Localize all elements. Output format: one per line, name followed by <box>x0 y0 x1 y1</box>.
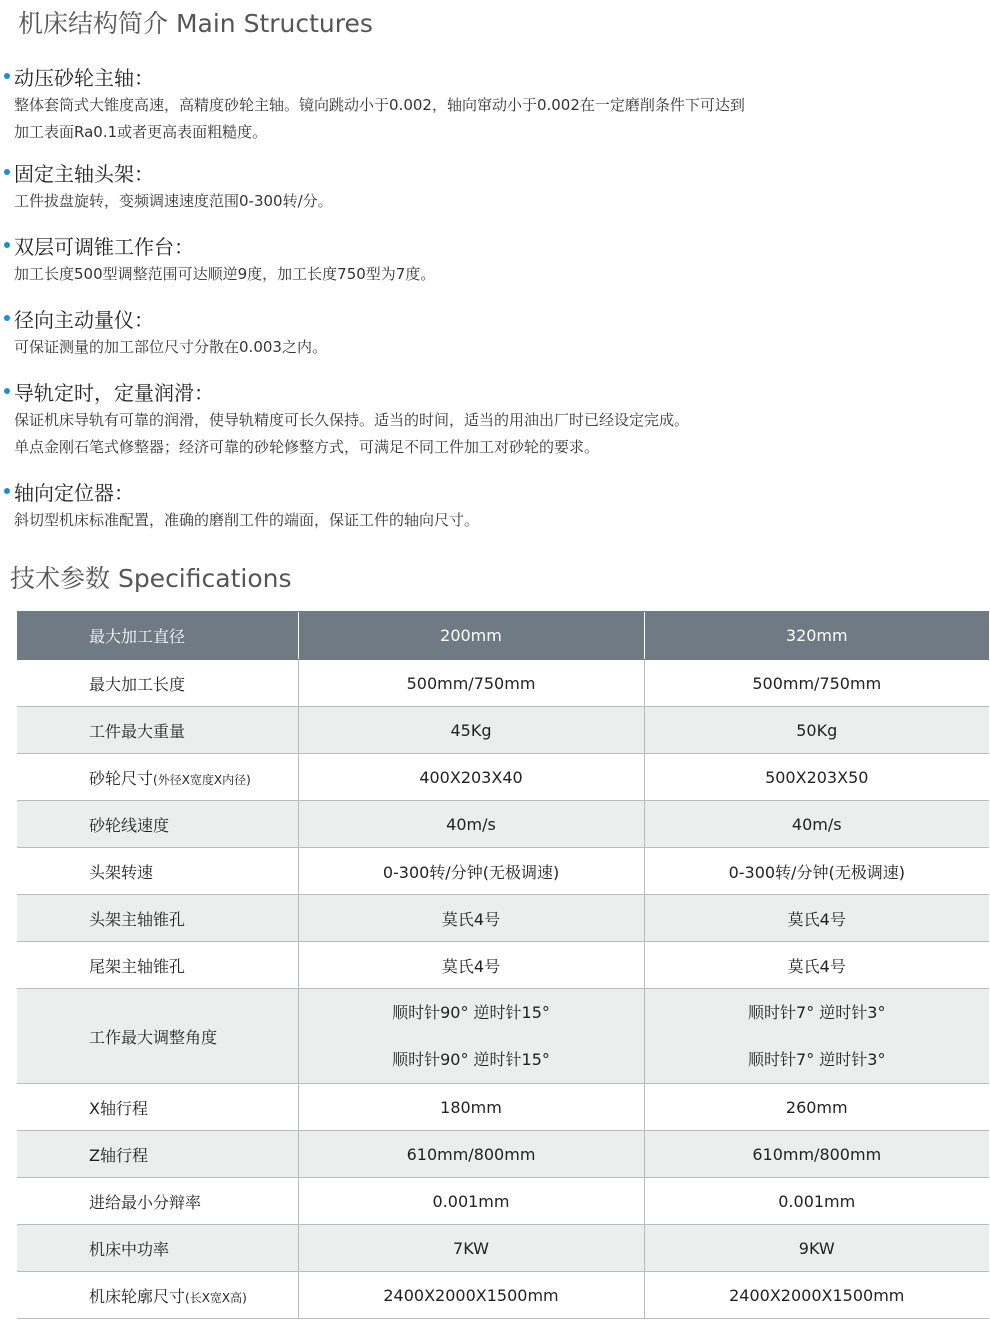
feature-line: 可保证测量的加工部位尺寸分散在0.003之内。 <box>14 338 327 356</box>
row-value: 莫氏4号 <box>298 942 644 989</box>
row-value: 45Kg <box>298 707 644 754</box>
table-row <box>17 660 989 707</box>
feature-description <box>14 334 974 361</box>
bullet-dot-icon <box>4 388 10 394</box>
feature-line: 保证机床导轨有可靠的润滑，使导轨精度可长久保持。适当的时间，适当的用油出厂时已经设定完成。 <box>14 411 690 429</box>
feature-description <box>14 407 974 461</box>
feature-line: 加工表面Ra0.1或者更高表面粗糙度。 <box>14 123 268 141</box>
table-row <box>17 1131 989 1178</box>
feature-line: 工件拔盘旋转，变频调速速度范围0-300转/分。 <box>14 192 333 210</box>
row-value: 9KW <box>644 1225 989 1272</box>
feature-line: 斜切型机床标准配置，准确的磨削工件的端面，保证工件的轴向尺寸。 <box>14 511 480 529</box>
row-value-line: 顺时针7° 逆时针3° <box>748 1003 886 1022</box>
table-row <box>17 848 989 895</box>
feature-title: 固定主轴头架： <box>14 162 154 186</box>
row-value: 7KW <box>298 1225 644 1272</box>
bullet-dot-icon <box>4 169 10 175</box>
feature-line: 加工长度500型调整范围可达顺逆9度，加工长度750型为7度。 <box>14 265 436 283</box>
row-value: 610mm/800mm <box>644 1131 989 1178</box>
bullet-dot-icon <box>4 488 10 494</box>
row-value: 2400X2000X1500mm <box>644 1272 989 1319</box>
header-label: 最大加工直径 <box>17 612 298 660</box>
row-value: 50Kg <box>644 707 989 754</box>
row-value: 180mm <box>298 1084 644 1131</box>
feature-description <box>14 92 974 146</box>
table-row <box>17 895 989 942</box>
feature-description <box>14 261 974 288</box>
row-label: X轴行程 <box>17 1084 298 1131</box>
row-label-text: 砂轮尺寸 <box>89 768 154 788</box>
table-row <box>17 707 989 754</box>
row-value-line: 顺时针7° 逆时针3° <box>748 1050 886 1069</box>
table-row <box>17 801 989 848</box>
table-row <box>17 1084 989 1131</box>
feature-description <box>14 507 974 534</box>
row-value <box>644 989 989 1084</box>
row-value: 0.001mm <box>298 1178 644 1225</box>
row-label <box>17 754 298 801</box>
table-row <box>17 754 989 801</box>
row-value-line: 顺时针90° 逆时针15° <box>392 1003 550 1022</box>
row-label: 砂轮线速度 <box>17 801 298 848</box>
row-label-note: (外径X宽度X内径) <box>153 772 251 787</box>
feature-title: 双层可调锥工作台： <box>14 235 194 259</box>
row-label <box>17 1272 298 1319</box>
row-label: 进给最小分辩率 <box>17 1178 298 1225</box>
specifications-table <box>17 611 989 1319</box>
row-value: 40m/s <box>298 801 644 848</box>
row-value: 260mm <box>644 1084 989 1131</box>
row-value: 610mm/800mm <box>298 1131 644 1178</box>
row-value: 0-300转/分钟(无极调速) <box>298 848 644 895</box>
table-row <box>17 1225 989 1272</box>
bullet-dot-icon <box>4 315 10 321</box>
row-label-text: 机床轮廓尺寸 <box>89 1286 186 1306</box>
row-label: 工件最大重量 <box>17 707 298 754</box>
row-value: 500mm/750mm <box>644 660 989 707</box>
row-value <box>298 989 644 1084</box>
row-label: 尾架主轴锥孔 <box>17 942 298 989</box>
table-row <box>17 942 989 989</box>
row-value: 0.001mm <box>644 1178 989 1225</box>
feature-title: 轴向定位器： <box>14 481 134 505</box>
main-structures-title: 机床结构简介 Main Structures <box>18 9 373 38</box>
bullet-dot-icon <box>4 73 10 79</box>
row-value: 2400X2000X1500mm <box>298 1272 644 1319</box>
row-label: 最大加工长度 <box>17 660 298 707</box>
row-label-note: (长X宽X高) <box>185 1290 247 1305</box>
row-value: 500X203X50 <box>644 754 989 801</box>
row-value: 400X203X40 <box>298 754 644 801</box>
header-col-200: 200mm <box>298 612 644 660</box>
specifications-title: 技术参数 Specifications <box>10 564 292 593</box>
row-value: 500mm/750mm <box>298 660 644 707</box>
feature-title: 导轨定时，定量润滑： <box>14 381 214 405</box>
row-label: 头架主轴锥孔 <box>17 895 298 942</box>
row-label: Z轴行程 <box>17 1131 298 1178</box>
bullet-dot-icon <box>4 242 10 248</box>
row-label: 头架转速 <box>17 848 298 895</box>
row-value: 莫氏4号 <box>298 895 644 942</box>
row-label: 工作最大调整角度 <box>17 989 298 1084</box>
table-row <box>17 989 989 1084</box>
feature-title: 径向主动量仪： <box>14 308 154 332</box>
header-col-320: 320mm <box>644 612 989 660</box>
table-row <box>17 1178 989 1225</box>
feature-description <box>14 188 974 215</box>
row-value: 40m/s <box>644 801 989 848</box>
feature-title: 动压砂轮主轴： <box>14 66 154 90</box>
row-label: 机床中功率 <box>17 1225 298 1272</box>
table-header-row <box>17 612 989 660</box>
row-value: 莫氏4号 <box>644 895 989 942</box>
feature-line: 整体套筒式大锥度高速，高精度砂轮主轴。镜向跳动小于0.002，轴向窜动小于0.002在一定磨削条件下可达到 <box>14 96 745 114</box>
row-value: 莫氏4号 <box>644 942 989 989</box>
feature-line: 单点金刚石笔式修整器；经济可靠的砂轮修整方式，可满足不同工件加工对砂轮的要求。 <box>14 438 600 456</box>
table-row <box>17 1272 989 1319</box>
row-value-line: 顺时针90° 逆时针15° <box>392 1050 550 1069</box>
row-value: 0-300转/分钟(无极调速) <box>644 848 989 895</box>
